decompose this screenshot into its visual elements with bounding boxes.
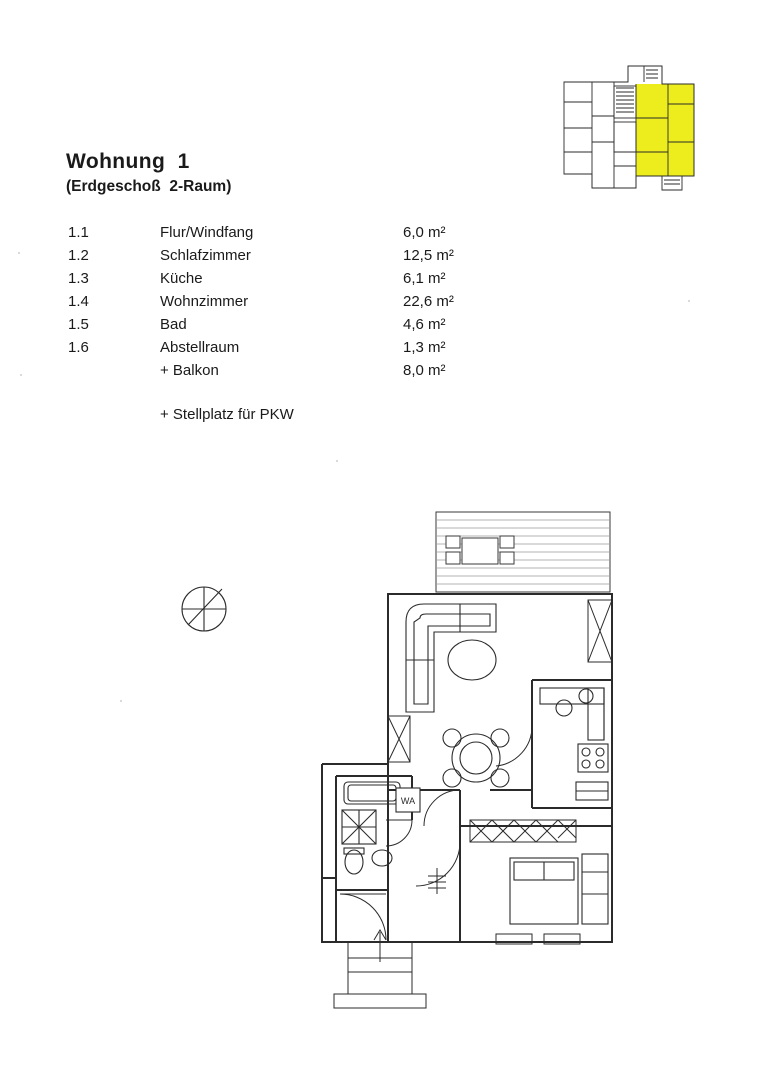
scan-speck <box>20 374 22 376</box>
room-area: 22,6 m² <box>403 293 454 310</box>
room-name: Schlafzimmer <box>160 247 251 264</box>
balcony-area <box>436 512 610 592</box>
room-number <box>66 362 160 385</box>
kitchen-fixtures <box>540 688 608 800</box>
scan-speck <box>120 700 122 702</box>
room-area: 6,1 m² <box>403 270 446 287</box>
room-schedule-table <box>66 224 523 385</box>
room-schedule-body <box>66 224 523 385</box>
washing-machine-symbol <box>396 788 420 812</box>
room-number: 1.2 <box>68 247 89 264</box>
compass-svg <box>175 578 233 636</box>
scan-speck <box>336 460 338 462</box>
room-number: 1.4 <box>68 293 89 310</box>
scan-speck <box>688 300 690 302</box>
room-name: Wohnzimmer <box>160 293 249 310</box>
table-row <box>66 270 523 293</box>
parking-note: + Stellplatz für PKW <box>160 406 294 423</box>
room-number: 1.5 <box>68 316 89 333</box>
scan-speck <box>18 252 20 254</box>
table-row <box>66 339 523 362</box>
page-subtitle: (Erdgeschoß 2-Raum) <box>66 178 232 195</box>
living-room-furniture <box>406 604 509 787</box>
room-area: 1,3 m² <box>403 339 446 356</box>
keyplan-highlight-area <box>636 84 694 176</box>
table-row <box>66 224 523 247</box>
title-block <box>66 150 231 196</box>
entrance-steps <box>334 930 426 1008</box>
room-name: Flur/Windfang <box>160 224 254 241</box>
room-area: 12,5 m² <box>403 247 454 264</box>
page-title: Wohnung 1 <box>66 150 190 173</box>
room-area: 8,0 m² <box>403 362 446 379</box>
room-number: 1.1 <box>68 224 89 241</box>
room-name: + Balkon <box>160 362 219 379</box>
room-number: 1.6 <box>68 339 89 356</box>
table-row <box>66 247 523 270</box>
keyplan-thumbnail <box>558 56 718 206</box>
washing-machine-label: WA <box>400 796 416 806</box>
floor-plan-drawing <box>300 490 640 1020</box>
interior-walls <box>322 680 612 942</box>
table-row <box>66 316 523 339</box>
room-name: Abstellraum <box>160 339 240 356</box>
room-number: 1.3 <box>68 270 89 287</box>
door-swing-symbols <box>340 726 532 940</box>
floor-plan-svg <box>300 490 640 1020</box>
room-name: Küche <box>160 270 203 287</box>
table-row <box>66 293 523 316</box>
bathroom-fixtures <box>342 782 400 874</box>
keyplan-svg <box>558 56 718 206</box>
room-area: 4,6 m² <box>403 316 446 333</box>
bedroom-furniture <box>510 854 608 924</box>
room-name: Bad <box>160 316 187 333</box>
compass-rose-icon <box>175 578 233 636</box>
table-row <box>66 362 523 385</box>
room-area: 6,0 m² <box>403 224 446 241</box>
